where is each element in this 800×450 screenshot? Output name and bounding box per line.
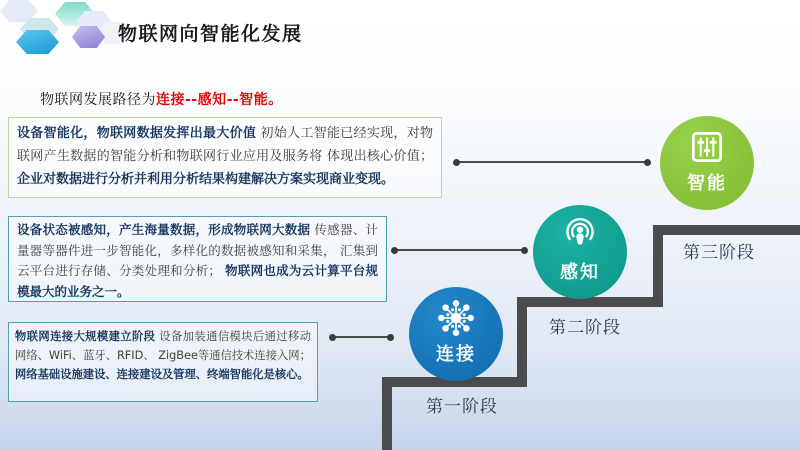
perception-tail: 物联网也成为云计算平台规模最大的业务之一。	[17, 263, 378, 299]
connector-line-perceive	[392, 249, 527, 251]
intelligence-lead: 设备智能化，物联网数据发挥出最大价值	[17, 126, 257, 141]
stage-circle-connect	[409, 287, 503, 381]
stage-label-2: 第二阶段	[549, 318, 621, 338]
stage-label-3: 第三阶段	[683, 243, 755, 263]
stage-circle-intelligent	[660, 116, 754, 210]
stage-circle-perceive	[533, 205, 627, 299]
circle-label-connect: 连接	[436, 344, 476, 365]
circle-label-intelligent: 智能	[687, 173, 727, 194]
page-title: 物联网向智能化发展	[118, 23, 303, 45]
connection-tail: 网络基础设施建设、连接建设及管理、终端智能化是核心。	[15, 368, 309, 381]
circle-label-perceive: 感知	[560, 262, 600, 283]
connector-line-connect	[330, 336, 393, 338]
perception-lead: 设备状态被感知，产生海量数据，形成物联网大数据	[17, 222, 311, 237]
connection-body: 设备加装通信模块后通过移动网络、WiFi、蓝牙、RFID、 ZigBee等通信技术连接入网；	[15, 330, 311, 362]
network-icon	[435, 297, 477, 339]
subtitle-prefix: 物联网发展路径为	[40, 92, 156, 108]
perception-body: 传感器、计量器等器件进一步智能化，多样化的数据被感知和采集， 汇集到云平台进行存储、分类处理和分析；	[17, 222, 378, 278]
subtitle-highlight: 连接--感知--智能。	[156, 92, 283, 108]
connection-lead: 物联网连接大规模建立阶段	[15, 330, 156, 343]
intelligence-tail: 企业对数据进行分析并利用分析结果构建解决方案实现商业变现。	[17, 172, 395, 187]
sliders-icon	[686, 126, 728, 168]
broadcast-person-icon	[559, 215, 601, 257]
connector-line-intelligent	[454, 161, 650, 163]
stage-label-1: 第一阶段	[426, 397, 498, 417]
intelligence-body: 初始人工智能已经实现，对物联网产生数据的智能分析和物联网行业应用及服务将 体现出核心价值；	[17, 126, 433, 164]
